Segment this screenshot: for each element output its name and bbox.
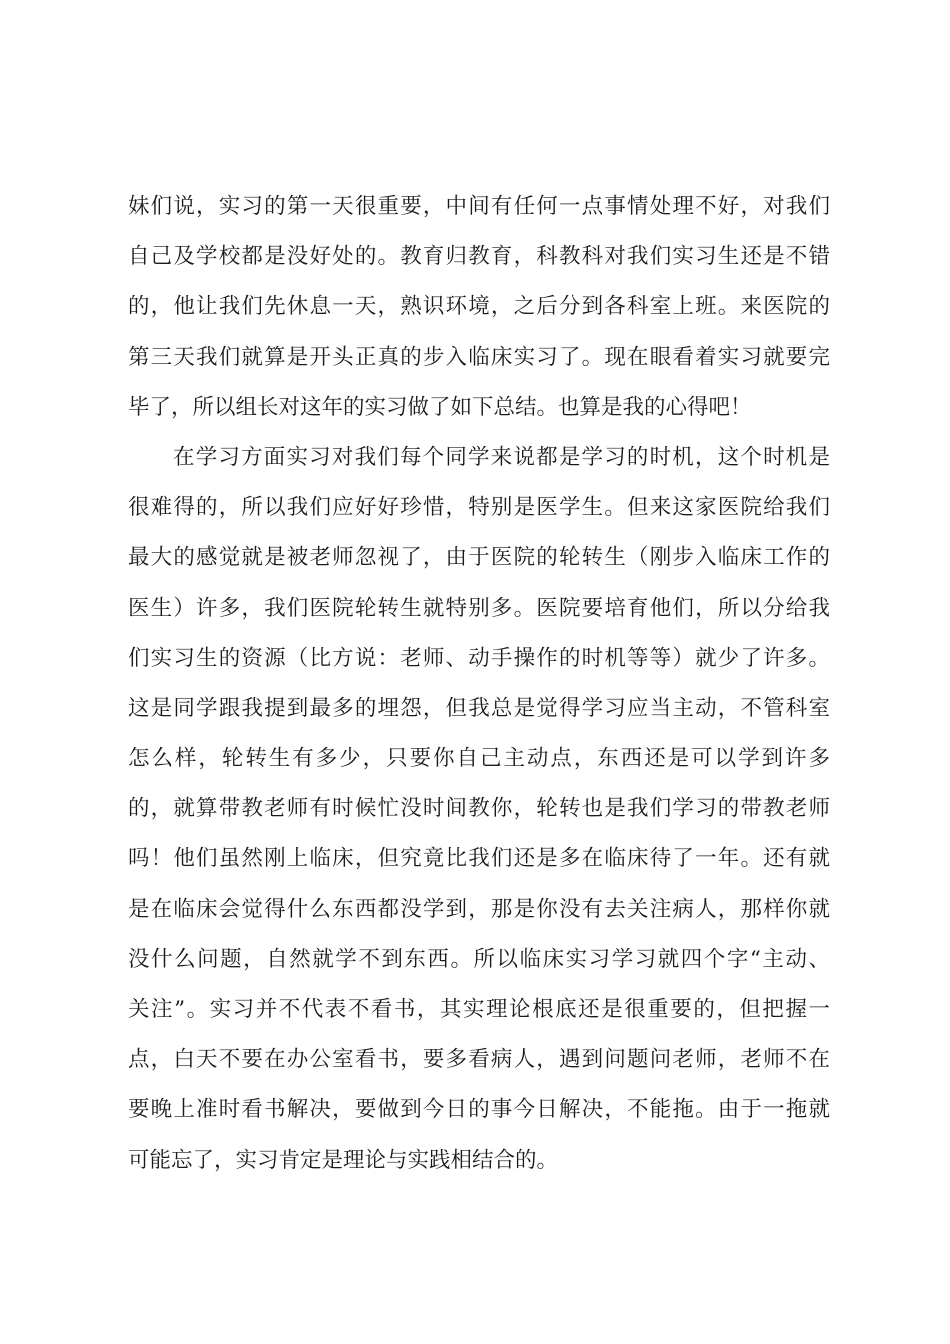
text-line: 可能忘了，实习肯定是理论与实践相结合的。 [128,1147,559,1173]
text-line: 医生）许多，我们医院轮转生就特别多。医院要培育他们，所以分给我 [128,595,830,621]
text-line: 关注”。实习并不代表不看书，其实理论根底还是很重要的，但把握一 [128,997,830,1022]
document-body [128,182,830,1186]
text-line: 的，他让我们先休息一天，熟识环境，之后分到各科室上班。来医院的 [128,294,830,320]
text-line: 们实习生的资源（比方说：老师、动手操作的时机等等）就少了许多。 [128,645,830,671]
paragraph-2 [128,433,830,1186]
paragraph-1 [128,182,830,433]
text-line: 妹们说，实习的第一天很重要，中间有任何一点事情处理不好，对我们 [128,194,830,219]
text-line: 在学习方面实习对我们每个同学来说都是学习的时机，这个时机是 [173,444,830,470]
text-line: 毕了，所以组长对这年的实习做了如下总结。也算是我的心得吧！ [128,394,752,420]
text-line: 点，白天不要在办公室看书，要多看病人，遇到问题问老师，老师不在 [128,1047,830,1073]
text-line: 的，就算带教老师有时候忙没时间教你，轮转也是我们学习的带教老师 [128,796,830,822]
text-line: 这是同学跟我提到最多的埋怨，但我总是觉得学习应当主动，不管科室 [128,695,830,721]
text-line: 要晚上准时看书解决，要做到今日的事今日解决，不能拖。由于一拖就 [128,1097,830,1123]
text-line: 第三天我们就算是开头正真的步入临床实习了。现在眼看着实习就要完 [128,344,830,370]
text-line: 吗！他们虽然刚上临床，但究竟比我们还是多在临床待了一年。还有就 [128,846,830,872]
text-line: 很难得的，所以我们应好好珍惜，特别是医学生。但来这家医院给我们 [128,495,830,521]
text-line: 最大的感觉就是被老师忽视了，由于医院的轮转生（刚步入临床工作的 [128,545,830,571]
text-line: 怎么样，轮转生有多少，只要你自己主动点，东西还是可以学到许多 [128,746,830,772]
text-line: 是在临床会觉得什么东西都没学到，那是你没有去关注病人，那样你就 [128,896,830,922]
text-line: 没什么问题，自然就学不到东西。所以临床实习学习就四个字“主动、 [128,946,830,972]
text-line: 自己及学校都是没好处的。教育归教育，科教科对我们实习生还是不错 [128,244,830,270]
